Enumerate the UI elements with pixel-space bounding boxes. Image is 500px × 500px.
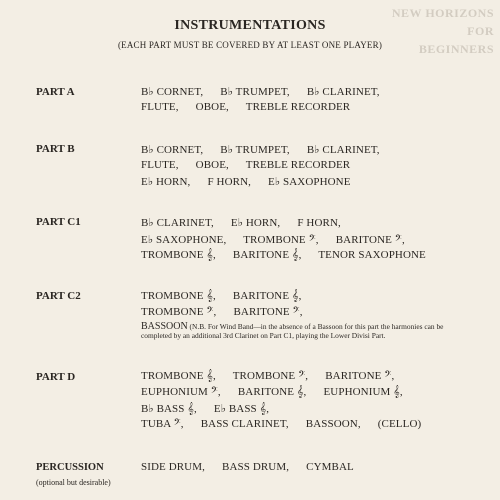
part-a-label: PART A (36, 86, 75, 98)
part-a-line-2: FLUTE, OBOE, TREBLE RECORDER (141, 101, 351, 113)
page-title: INSTRUMENTATIONS (174, 18, 326, 33)
part-d-line-3: B♭ BASS 𝄞, E♭ BASS 𝄞, (141, 403, 270, 415)
part-b-line-2: FLUTE, OBOE, TREBLE RECORDER (141, 159, 351, 171)
part-c2-line-2: TROMBONE 𝄢, BARITONE 𝄢, (141, 306, 303, 318)
percussion-note: (optional but desirable) (36, 478, 111, 487)
bassoon-label: BASSOON (141, 321, 188, 332)
part-c2-bassoon-note (141, 322, 459, 340)
part-b-label: PART B (36, 143, 75, 155)
part-c1-line-2: E♭ SAXOPHONE, TROMBONE 𝄢, BARITONE 𝄢, (141, 234, 405, 246)
part-d-label: PART D (36, 371, 76, 383)
part-a-line-1: B♭ CORNET, B♭ TRUMPET, B♭ CLARINET, (141, 86, 380, 98)
part-d-line-1: TROMBONE 𝄞, TROMBONE 𝄢, BARITONE 𝄢, (141, 370, 395, 382)
percussion-label: PERCUSSION (36, 462, 104, 473)
part-c1-line-1: B♭ CLARINET, E♭ HORN, F HORN, (141, 217, 341, 229)
part-c2-label: PART C2 (36, 290, 81, 302)
part-c1-line-3: TROMBONE 𝄞, BARITONE 𝄞, TENOR SAXOPHONE (141, 249, 426, 261)
part-d-line-4: TUBA 𝄢, BASS CLARINET, BASSOON, (CELLO) (141, 418, 422, 430)
percussion-items: SIDE DRUM, BASS DRUM, CYMBAL (141, 461, 354, 473)
bleed-heading-2: FOR (467, 24, 494, 38)
part-c1-label: PART C1 (36, 216, 81, 228)
part-c2-line-1: TROMBONE 𝄞, BARITONE 𝄞, (141, 290, 302, 302)
bleed-heading-3: BEGINNERS (418, 42, 494, 56)
bassoon-note-text: (N.B. For Wind Band—in the absence of a Bassoon for this part the harmonies can be completed by an additional 3rd Clarinet on Part C1, playing the Lower Divisi Part. (141, 322, 444, 340)
part-b-line-3: E♭ HORN, F HORN, E♭ SAXOPHONE (141, 176, 351, 188)
page-subtitle: (EACH PART MUST BE COVERED BY AT LEAST ONE PLAYER) (117, 40, 383, 50)
bleed-heading-1: NEW HORIZONS (391, 6, 494, 20)
part-d-line-2: EUPHONIUM 𝄢, BARITONE 𝄞, EUPHONIUM 𝄞, (141, 386, 403, 398)
part-b-line-1: B♭ CORNET, B♭ TRUMPET, B♭ CLARINET, (141, 144, 380, 156)
